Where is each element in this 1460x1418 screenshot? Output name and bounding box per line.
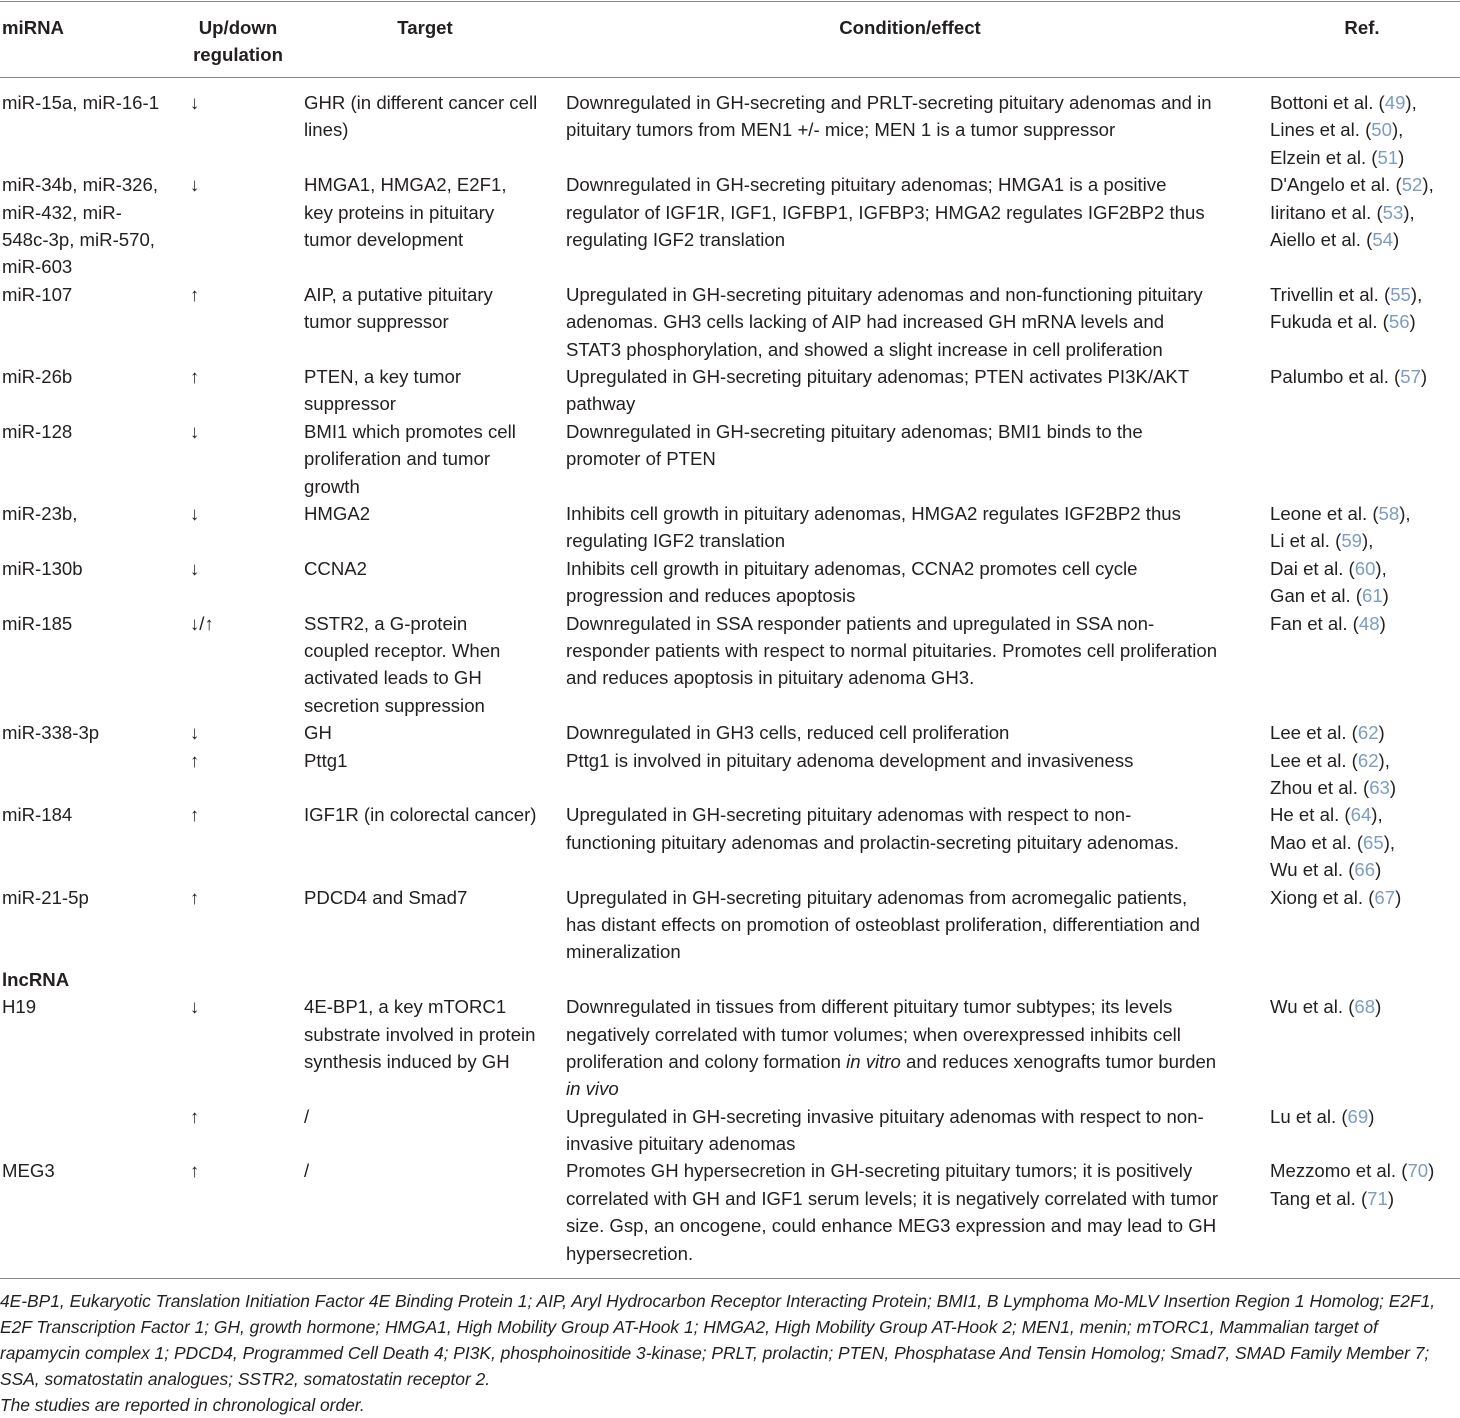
condition-line: Downregulated in tissues from different pituitary tumor subtypes; its levels [566, 996, 1173, 1018]
cell-mirna [2, 719, 182, 746]
reference-close: ) [1420, 365, 1428, 387]
cell-mirna [2, 418, 182, 445]
regulation-arrow: ↑ [190, 886, 200, 908]
cell-target [304, 555, 554, 582]
cell-ref [1270, 363, 1460, 390]
cell-mirna [2, 89, 182, 116]
mirna-line: miR-15a, miR-16-1 [2, 92, 160, 113]
reference-close: ) [1409, 311, 1416, 333]
reference-number-link[interactable]: 55 [1390, 283, 1411, 305]
cell-ref [1270, 993, 1460, 1020]
regulation-arrow: ↓/↑ [190, 612, 214, 634]
condition-line: Downregulated in GH-secreting pituitary adenomas; BMI1 binds to the [566, 420, 1143, 442]
table-top-rule [0, 1, 1460, 2]
reference-close: ) [1382, 585, 1389, 607]
target-line: proliferation and tumor [304, 448, 491, 470]
cell-condition [566, 719, 1256, 746]
reference-line [1270, 281, 1460, 308]
table-row [0, 993, 1460, 1103]
cell-target [304, 1157, 554, 1184]
reference-line [1270, 856, 1460, 883]
condition-line: and reduces apoptosis in pituitary adenoma GH3. [566, 667, 975, 689]
mirna-line: miR-338-3p [2, 722, 100, 744]
header-regulation: Up/down regulation [193, 17, 283, 65]
table-bottom-rule [0, 1278, 1460, 1279]
reference-line [1270, 1103, 1460, 1130]
condition-line: in vivo [566, 1078, 619, 1100]
reference-authors: Fan et al. ( [1270, 612, 1359, 634]
condition-line: Downregulated in GH-secreting and PRLT-secreting pituitary adenomas and in [566, 92, 1212, 113]
footnote-line: 4E-BP1, Eukaryotic Translation Initiation Factor 4E Binding Protein 1; AIP, Aryl Hydrocarbon Receptor Interacting Protein; BMI1, B Lymphoma Mo-MLV Insertion Region 1 Homolog; E2F1, [0, 1291, 1436, 1311]
condition-line: has distant effects on promotion of osteoblast proliferation, differentiation and [566, 913, 1200, 935]
reference-authors: Wu et al. ( [1270, 859, 1355, 881]
reference-number-link[interactable]: 69 [1347, 1105, 1369, 1127]
reference-number-link[interactable]: 56 [1388, 311, 1410, 333]
reference-authors: Mezzomo et al. ( [1270, 1160, 1408, 1182]
cell-ref [1270, 747, 1460, 802]
reference-number-link[interactable]: 49 [1384, 92, 1406, 113]
mirna-section [0, 89, 1460, 966]
cell-regulation [190, 171, 250, 198]
target-line: secretion suppression [304, 694, 485, 716]
reference-number-link[interactable]: 70 [1407, 1160, 1429, 1182]
reference-number-link[interactable]: 52 [1401, 174, 1423, 196]
reference-line [1270, 993, 1460, 1020]
condition-line: STAT3 phosphorylation, and showed a slight increase in cell proliferation [566, 338, 1163, 360]
cell-condition [566, 884, 1256, 966]
cell-ref [1270, 1157, 1460, 1212]
mirna-line: 548c-3p, miR-570, [2, 229, 155, 250]
reference-close: ), [1371, 804, 1383, 826]
reference-close: ) [1393, 229, 1400, 250]
cell-regulation [190, 281, 250, 308]
reference-close: ) [1395, 886, 1402, 908]
reference-authors: Tang et al. ( [1270, 1187, 1368, 1209]
condition-line: Downregulated in GH3 cells, reduced cell proliferation [566, 722, 1010, 744]
cell-ref [1270, 801, 1460, 883]
mirna-line: miR-21-5p [2, 886, 89, 908]
reference-authors: Iiritano et al. ( [1270, 201, 1383, 223]
table-row [0, 281, 1460, 363]
reference-number-link[interactable]: 53 [1382, 201, 1404, 223]
cell-condition [566, 281, 1256, 363]
cell-regulation [190, 1103, 250, 1130]
condition-line: Inhibits cell growth in pituitary adenomas, CCNA2 promotes cell cycle [566, 557, 1138, 579]
cell-target [304, 747, 554, 774]
table-row [0, 747, 1460, 802]
reference-line [1270, 527, 1460, 554]
target-line: lines) [304, 119, 349, 141]
regulation-arrow: ↑ [190, 365, 200, 387]
cell-regulation [190, 418, 250, 445]
condition-line: adenomas. GH3 cells lacking of AIP had increased GH mRNA levels and [566, 311, 1165, 333]
reference-number-link[interactable]: 50 [1371, 119, 1392, 141]
condition-line: correlated with GH and IGF1 serum levels; it is negatively correlated with tumor [566, 1187, 1219, 1209]
cell-regulation [190, 1157, 250, 1184]
reference-close: ) [1398, 146, 1405, 168]
cell-condition [566, 555, 1256, 610]
cell-target [304, 610, 554, 720]
cell-regulation [190, 610, 250, 637]
condition-line: negatively correlated with tumor volumes; when overexpressed inhibits cell [566, 1023, 1181, 1045]
reference-line [1270, 1185, 1460, 1212]
reference-number-link[interactable]: 60 [1354, 557, 1376, 579]
cell-ref [1270, 171, 1460, 253]
regulation-arrow: ↓ [190, 722, 200, 744]
reference-authors: He et al. ( [1270, 804, 1351, 826]
reference-close: ) [1375, 996, 1382, 1018]
cell-mirna [2, 363, 182, 390]
reference-line [1270, 747, 1460, 774]
reference-line [1270, 144, 1460, 171]
target-line: growth [304, 475, 360, 497]
reference-authors: Gan et al. ( [1270, 585, 1362, 607]
reference-number-link[interactable]: 64 [1350, 804, 1372, 826]
reference-authors: Elzein et al. ( [1270, 146, 1378, 168]
target-line: key proteins in pituitary [304, 201, 495, 223]
condition-line: promoter of PTEN [566, 448, 716, 470]
table-row [0, 610, 1460, 720]
regulation-arrow: ↑ [190, 749, 200, 771]
reference-number-link[interactable]: 57 [1400, 365, 1421, 387]
condition-line: responder patients with respect to normal pituitaries. Promotes cell proliferation [566, 639, 1218, 661]
condition-line: hypersecretion. [566, 1242, 694, 1264]
reference-authors: D'Angelo et al. ( [1270, 174, 1402, 196]
target-line: BMI1 which promotes cell [304, 420, 516, 442]
reference-authors: Mao et al. ( [1270, 831, 1364, 853]
reference-authors: Palumbo et al. ( [1270, 365, 1401, 387]
reference-close: ), [1383, 831, 1396, 853]
condition-line: Upregulated in GH-secreting pituitary adenomas; PTEN activates PI3K/AKT [566, 365, 1190, 387]
cell-mirna [2, 500, 182, 527]
reference-authors: Fukuda et al. ( [1270, 311, 1389, 333]
cell-target [304, 884, 554, 911]
reference-close: ), [1391, 119, 1404, 141]
footnote-line: SSA, somatostatin analogues; SSTR2, somatostatin receptor 2. [0, 1369, 491, 1389]
reference-line [1270, 774, 1460, 801]
header-mirna: miRNA [2, 17, 64, 38]
table-row [0, 418, 1460, 500]
target-line: suppressor [304, 393, 396, 415]
cell-target [304, 281, 554, 336]
reference-close: ) [1378, 722, 1385, 744]
reference-authors: Lines et al. ( [1270, 119, 1372, 141]
table-row [0, 801, 1460, 883]
cell-target [304, 719, 554, 746]
reference-close: ), [1378, 749, 1390, 771]
footnote-line: The studies are reported in chronological order. [0, 1395, 365, 1415]
cell-target [304, 801, 554, 828]
footnote-line: rapamycin complex 1; PDCD4, Programmed Cell Death 4; PI3K, phosphoinositide 3-kinase; PRLT, prolactin; PTEN, Phosphatase And Tensin Homolog; Smad7, SMAD Family Member 7; [0, 1343, 1430, 1363]
cell-target [304, 500, 554, 527]
reference-line [1270, 582, 1460, 609]
cell-mirna [2, 1157, 182, 1184]
target-line: tumor suppressor [304, 311, 449, 333]
cell-condition [566, 418, 1256, 473]
cell-regulation [190, 884, 250, 911]
regulation-arrow: ↓ [190, 502, 200, 524]
reference-authors: Aiello et al. ( [1270, 229, 1373, 250]
target-line: AIP, a putative pituitary [304, 283, 493, 305]
condition-line: progression and reduces apoptosis [566, 585, 856, 607]
cell-condition [566, 89, 1256, 144]
cell-target [304, 171, 554, 253]
cell-regulation [190, 89, 250, 116]
target-line: CCNA2 [304, 557, 368, 579]
table-row [0, 719, 1460, 746]
cell-condition [566, 747, 1256, 774]
target-line: synthesis induced by GH [304, 1050, 510, 1072]
reference-number-link[interactable]: 48 [1358, 612, 1380, 634]
reference-line [1270, 555, 1460, 582]
cell-condition [566, 500, 1256, 555]
mirna-line: miR-184 [2, 804, 73, 826]
cell-regulation [190, 555, 250, 582]
condition-line: Upregulated in GH-secreting pituitary adenomas with respect to non- [566, 804, 1132, 826]
condition-line: regulating IGF2 translation [566, 229, 786, 250]
reference-close: ) [1387, 1187, 1395, 1209]
regulation-arrow: ↑ [190, 804, 200, 826]
cell-regulation [190, 747, 250, 774]
reference-number-link[interactable]: 66 [1354, 859, 1376, 881]
footnote-line: E2F Transcription Factor 1; GH, growth hormone; HMGA1, High Mobility Group AT-Hook 1; HMGA2, High Mobility Group AT-Hook 2; MEN1, menin; mTORC1, Mammalian target of [0, 1317, 1378, 1337]
reference-number-link[interactable]: 58 [1378, 502, 1400, 524]
mirna-line: miR-130b [2, 557, 83, 579]
regulation-arrow: ↓ [190, 557, 200, 579]
target-line: GH [304, 722, 332, 744]
cell-mirna [2, 555, 182, 582]
target-line: coupled receptor. When [304, 639, 501, 661]
reference-close: ) [1428, 1160, 1435, 1182]
target-line: PDCD4 and Smad7 [304, 886, 468, 908]
reference-authors: Trivellin et al. ( [1270, 283, 1391, 305]
reference-number-link[interactable]: 63 [1369, 776, 1390, 798]
condition-line: Upregulated in GH-secreting pituitary adenomas and non-functioning pituitary [566, 283, 1203, 305]
reference-authors: Li et al. ( [1270, 530, 1342, 552]
condition-line: Upregulated in GH-secreting invasive pituitary adenomas with respect to non- [566, 1105, 1204, 1127]
regulation-arrow: ↓ [190, 420, 200, 442]
regulation-arrow: ↑ [190, 1105, 200, 1127]
lncrna-section-heading: lncRNA [2, 968, 70, 990]
reference-number-link[interactable]: 51 [1377, 146, 1399, 168]
mirna-line: miR-432, miR- [2, 201, 122, 223]
reference-number-link[interactable]: 59 [1341, 530, 1362, 552]
cell-regulation [190, 801, 250, 828]
target-line: 4E-BP1, a key mTORC1 [304, 996, 507, 1018]
condition-line: Promotes GH hypersecretion in GH-secreting pituitary tumors; it is positively [566, 1160, 1193, 1182]
reference-line [1270, 719, 1460, 746]
cell-ref [1270, 719, 1460, 746]
cell-ref [1270, 1103, 1460, 1130]
cell-mirna [2, 610, 182, 637]
cell-condition [566, 1157, 1256, 1267]
reference-close: ), [1422, 174, 1434, 196]
reference-close: ) [1379, 612, 1386, 634]
cell-regulation [190, 993, 250, 1020]
reference-line [1270, 89, 1460, 116]
cell-condition [566, 363, 1256, 418]
cell-ref [1270, 884, 1460, 911]
condition-line: regulating IGF2 translation [566, 530, 786, 552]
cell-condition [566, 171, 1256, 253]
regulation-arrow: ↓ [190, 92, 200, 113]
cell-ref [1270, 500, 1460, 555]
mirna-line: miR-185 [2, 612, 73, 634]
condition-line: proliferation and colony formation in vitro and reduces xenografts tumor burden [566, 1050, 1217, 1072]
reference-line [1270, 801, 1460, 828]
target-line: GHR (in different cancer cell [304, 92, 538, 113]
table-row [0, 884, 1460, 966]
condition-line: Inhibits cell growth in pituitary adenomas, HMGA2 regulates IGF2BP2 thus [566, 502, 1181, 524]
reference-authors: Zhou et al. ( [1270, 776, 1370, 798]
reference-authors: Wu et al. ( [1270, 996, 1355, 1018]
reference-line [1270, 829, 1460, 856]
cell-regulation [190, 719, 250, 746]
reference-close: ) [1389, 776, 1397, 798]
cell-condition [566, 1103, 1256, 1158]
reference-number-link[interactable]: 62 [1357, 749, 1379, 771]
cell-target [304, 1103, 554, 1130]
table-row [0, 1157, 1460, 1267]
reference-number-link[interactable]: 71 [1367, 1187, 1388, 1209]
reference-authors: Lu et al. ( [1270, 1105, 1348, 1127]
reference-authors: Lee et al. ( [1270, 722, 1358, 744]
reference-authors: Xiong et al. ( [1270, 886, 1375, 908]
cell-target [304, 363, 554, 418]
target-line: tumor development [304, 229, 464, 250]
table-body [0, 89, 1460, 1267]
reference-authors: Lee et al. ( [1270, 749, 1358, 771]
reference-close: ), [1375, 557, 1387, 579]
header-condition: Condition/effect [839, 17, 981, 38]
condition-line: pathway [566, 393, 636, 415]
reference-number-link[interactable]: 65 [1363, 831, 1384, 853]
table-row [0, 1103, 1460, 1158]
regulation-arrow: ↓ [190, 996, 200, 1018]
reference-authors: Bottoni et al. ( [1270, 92, 1385, 113]
cell-condition [566, 801, 1256, 856]
target-line: substrate involved in protein [304, 1023, 536, 1045]
target-line: PTEN, a key tumor [304, 365, 462, 387]
reference-close: ), [1362, 530, 1374, 552]
reference-authors: Dai et al. ( [1270, 557, 1355, 579]
cell-condition [566, 993, 1256, 1103]
condition-line: functioning pituitary adenomas and prolactin-secreting pituitary adenomas. [566, 831, 1179, 853]
reference-number-link[interactable]: 67 [1374, 886, 1396, 908]
cell-ref [1270, 281, 1460, 336]
header-ref: Ref. [1344, 17, 1380, 38]
target-line: HMGA1, HMGA2, E2F1, [304, 174, 507, 196]
mirna-line: miR-26b [2, 365, 73, 387]
mirna-line: H19 [2, 996, 37, 1018]
regulation-arrow: ↑ [190, 283, 200, 305]
regulation-arrow: ↓ [190, 174, 200, 196]
reference-line [1270, 171, 1460, 198]
table-row [0, 89, 1460, 171]
cell-ref [1270, 555, 1460, 610]
cell-regulation [190, 500, 250, 527]
reference-line [1270, 363, 1460, 390]
mirna-line: MEG3 [2, 1160, 55, 1182]
mirna-line: miR-34b, miR-326, [2, 174, 159, 196]
table-footnote [0, 1288, 1460, 1418]
lncrna-section [0, 993, 1460, 1267]
condition-line: Upregulated in GH-secreting pituitary adenomas from acromegalic patients, [566, 886, 1188, 908]
reference-line [1270, 500, 1460, 527]
reference-line [1270, 226, 1460, 253]
reference-number-link[interactable]: 62 [1357, 722, 1379, 744]
table-row [0, 171, 1460, 281]
target-line: IGF1R (in colorectal cancer) [304, 804, 537, 826]
reference-close: ), [1403, 201, 1415, 223]
reference-line [1270, 1157, 1460, 1184]
cell-ref [1270, 89, 1460, 171]
target-line: / [304, 1105, 310, 1127]
condition-line: size. Gsp, an oncogene, could enhance MEG3 expression and may lead to GH [566, 1215, 1217, 1237]
target-line: HMGA2 [304, 502, 371, 524]
reference-line [1270, 308, 1460, 335]
table-row [0, 555, 1460, 610]
reference-close: ) [1368, 1105, 1375, 1127]
mirna-line: miR-603 [2, 256, 73, 278]
reference-close: ), [1405, 92, 1417, 113]
cell-condition [566, 610, 1256, 692]
condition-line: invasive pituitary adenomas [566, 1133, 796, 1155]
condition-line: regulator of IGF1R, IGF1, IGFBP1, IGFBP3; HMGA2 regulates IGF2BP2 thus [566, 201, 1205, 223]
reference-close: ), [1410, 283, 1423, 305]
reference-close: ) [1375, 859, 1382, 881]
cell-ref [1270, 610, 1460, 637]
reference-line [1270, 884, 1460, 911]
mirna-line: miR-23b, [2, 502, 78, 524]
regulation-arrow: ↑ [190, 1160, 200, 1182]
condition-line: Pttg1 is involved in pituitary adenoma development and invasiveness [566, 749, 1134, 771]
target-line: activated leads to GH [304, 667, 482, 689]
cell-target [304, 89, 554, 144]
condition-line: Downregulated in GH-secreting pituitary adenomas; HMGA1 is a positive [566, 174, 1167, 196]
reference-number-link[interactable]: 61 [1361, 585, 1383, 607]
reference-number-link[interactable]: 68 [1354, 996, 1376, 1018]
condition-line: mineralization [566, 941, 681, 963]
reference-line [1270, 610, 1460, 637]
condition-line: Downregulated in SSA responder patients and upregulated in SSA non- [566, 612, 1155, 634]
cell-mirna [2, 281, 182, 308]
cell-regulation [190, 363, 250, 390]
reference-line [1270, 116, 1460, 143]
header-target: Target [397, 17, 453, 38]
cell-mirna [2, 801, 182, 828]
target-line: / [304, 1160, 310, 1182]
table-header-rule [0, 77, 1460, 78]
cell-target [304, 418, 554, 500]
reference-close: ), [1399, 502, 1411, 524]
condition-line: pituitary tumors from MEN1 +/- mice; MEN 1 is a tumor suppressor [566, 119, 1116, 141]
target-line: SSTR2, a G-protein [304, 612, 468, 634]
reference-authors: Leone et al. ( [1270, 502, 1379, 524]
reference-line [1270, 199, 1460, 226]
cell-mirna [2, 884, 182, 911]
mirna-line: miR-128 [2, 420, 73, 442]
target-line: Pttg1 [304, 749, 348, 771]
mirna-line: miR-107 [2, 283, 73, 305]
cell-target [304, 993, 554, 1075]
reference-number-link[interactable]: 54 [1372, 229, 1393, 250]
table-row [0, 500, 1460, 555]
table-row [0, 363, 1460, 418]
cell-mirna [2, 171, 182, 281]
cell-mirna [2, 993, 182, 1020]
